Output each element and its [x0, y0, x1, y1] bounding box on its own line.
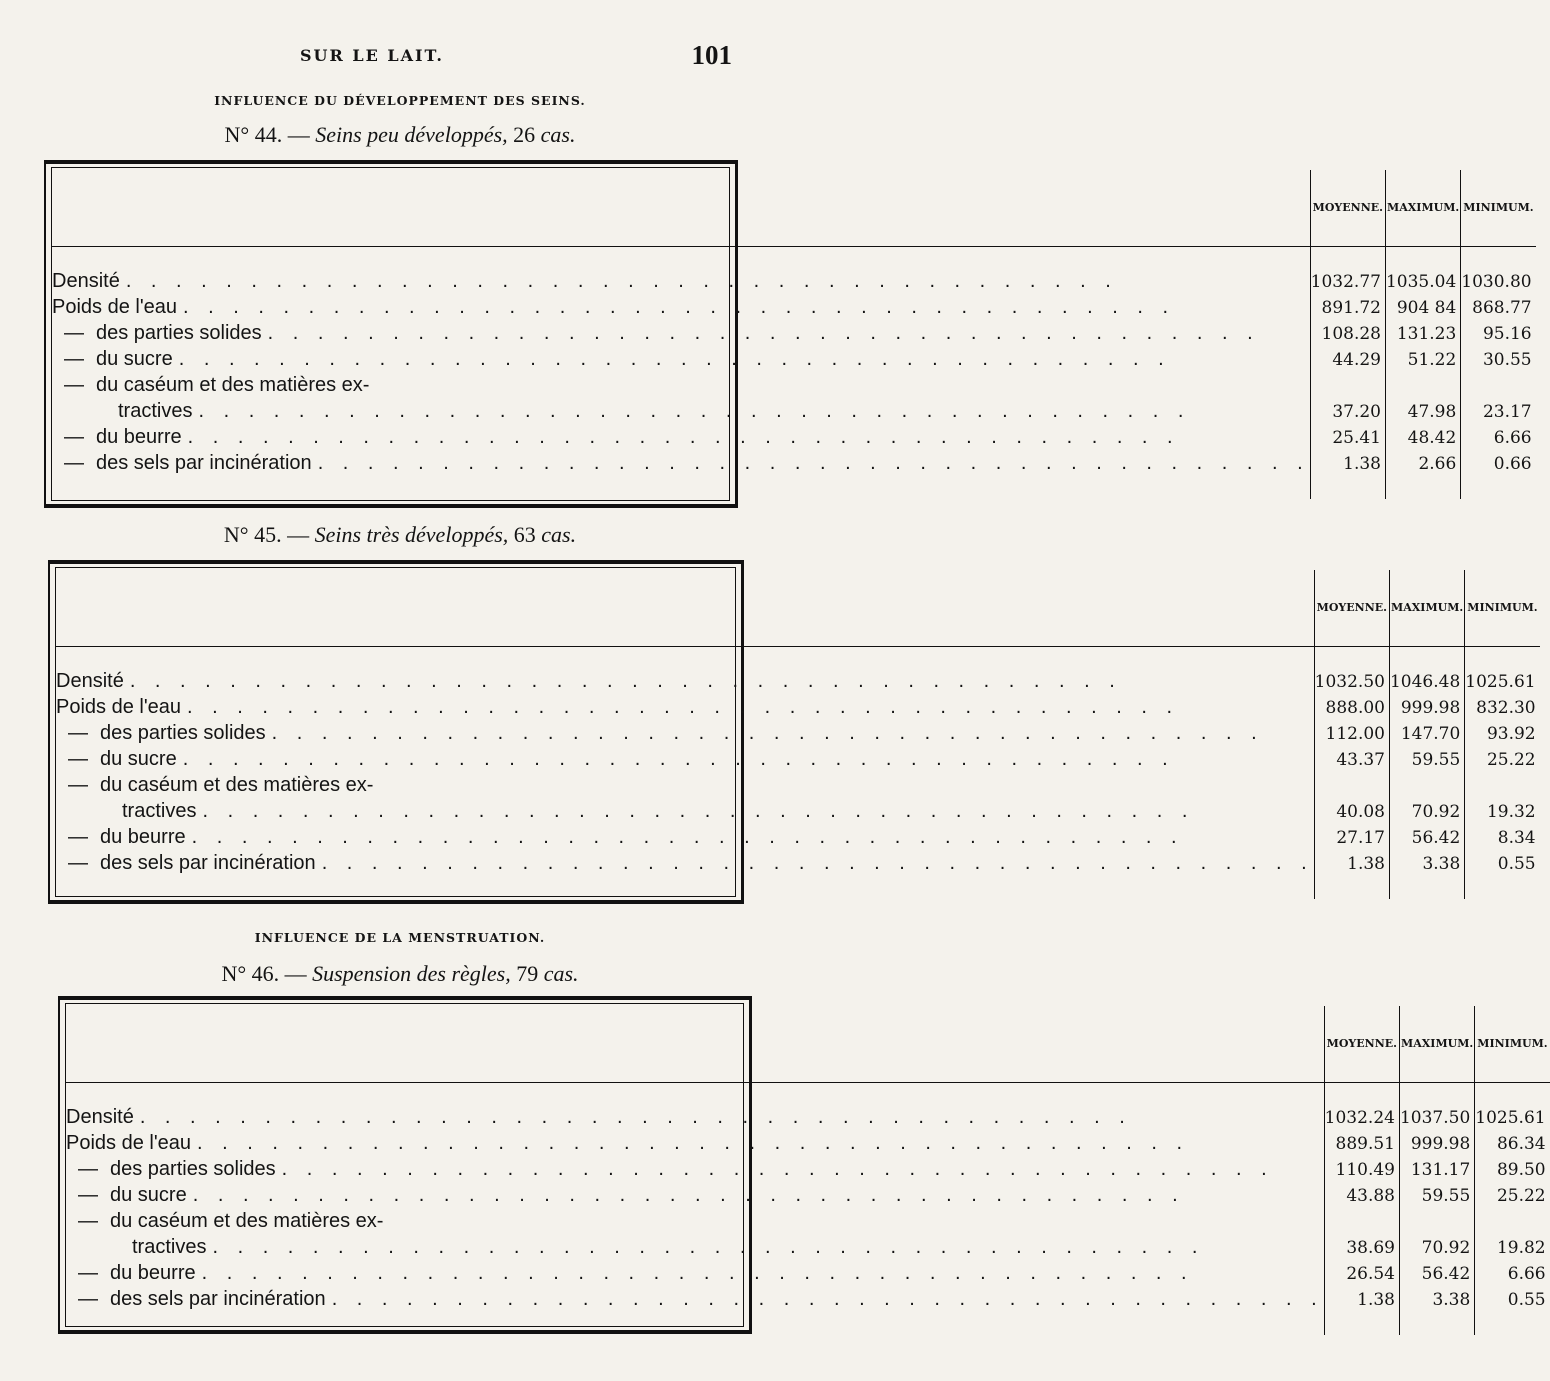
ditto-dash: —: [68, 748, 88, 770]
row-label: [56, 774, 1314, 797]
value-cell: 27.17: [1314, 825, 1389, 851]
dot-leader: [120, 270, 1310, 293]
dot-leader: [276, 1158, 1324, 1181]
column-header: MAXIMUM.: [1385, 170, 1460, 246]
dot-leader: [134, 1106, 1324, 1129]
row-label-text: Densité: [66, 1106, 134, 1128]
dot-leader: [266, 722, 1314, 745]
ditto-dash: —: [78, 1262, 98, 1284]
row-label: [66, 1210, 1324, 1233]
row-label: [56, 852, 1314, 875]
value-cell: 999.98: [1389, 695, 1464, 721]
table-row: [52, 425, 1536, 451]
value-cell: 1.38: [1314, 851, 1389, 877]
caption-unit: cas.: [540, 122, 576, 147]
row-label: [52, 322, 1310, 345]
dot-leader: [186, 826, 1314, 849]
row-label: [66, 1158, 1324, 1181]
value-cell: 112.00: [1314, 721, 1389, 747]
value-cell: [1461, 373, 1536, 399]
row-label: [52, 270, 1310, 293]
value-cell: 25.41: [1310, 425, 1385, 451]
table-row: [66, 1209, 1550, 1235]
dot-leader: [191, 1132, 1324, 1155]
data-table-frame: [44, 160, 1534, 508]
value-cell: 56.42: [1399, 1261, 1474, 1287]
ditto-dash: —: [78, 1288, 98, 1310]
value-cell: 0.66: [1461, 451, 1536, 477]
value-cell: 30.55: [1461, 347, 1536, 373]
row-label-text: des parties solides: [110, 1158, 276, 1180]
ditto-dash: —: [64, 426, 84, 448]
value-cell: [1389, 773, 1464, 799]
value-cell: 1.38: [1310, 451, 1385, 477]
table-row: [66, 1105, 1550, 1131]
value-cell: 1046.48: [1389, 669, 1464, 695]
table-row: [52, 321, 1536, 347]
caption-count: 63: [513, 522, 536, 547]
ditto-dash: —: [68, 722, 88, 744]
data-table: [52, 170, 1536, 499]
dot-leader: [124, 670, 1314, 693]
row-label: [66, 1132, 1324, 1155]
row-label-text: du beurre: [96, 426, 182, 448]
ditto-dash: —: [78, 1158, 98, 1180]
value-cell: 999.98: [1399, 1131, 1474, 1157]
dot-leader: [173, 348, 1310, 371]
value-cell: 2.66: [1385, 451, 1460, 477]
running-head: [0, 40, 800, 70]
row-label: [52, 426, 1310, 449]
column-header: MAXIMUM.: [1399, 1006, 1474, 1082]
row-label-text: tractives: [118, 400, 193, 422]
section-heading-developpement: INFLUENCE DU DÉVELOPPEMENT DES SEINS.: [214, 93, 586, 108]
page-number: 101: [691, 40, 732, 70]
table-caption: [0, 522, 800, 548]
ditto-dash: —: [64, 322, 84, 344]
row-label-text: Poids de l'eau: [66, 1132, 192, 1154]
row-label-text: du caséum et des matières ex-: [100, 774, 374, 796]
row-label-text: des sels par incinération: [96, 452, 312, 474]
ditto-dash: —: [64, 374, 84, 396]
row-label: [56, 800, 1314, 823]
value-cell: 59.55: [1389, 747, 1464, 773]
value-cell: 108.28: [1310, 321, 1385, 347]
caption-text: Seins très développés,: [314, 522, 509, 547]
value-cell: 59.55: [1399, 1183, 1474, 1209]
table-caption: [0, 961, 800, 987]
row-label-text: tractives: [132, 1236, 207, 1258]
dot-leader: [206, 1236, 1323, 1259]
ditto-dash: —: [68, 852, 88, 874]
dot-leader: [326, 1288, 1324, 1311]
row-label: [56, 670, 1314, 693]
row-label-text: tractives: [122, 800, 197, 822]
caption-text: Suspension des règles,: [312, 961, 511, 986]
value-cell: 1032.77: [1310, 269, 1385, 295]
row-label-text: des parties solides: [100, 722, 266, 744]
value-cell: 3.38: [1399, 1287, 1474, 1313]
row-label: [66, 1184, 1324, 1207]
row-label-text: Poids de l'eau: [52, 296, 178, 318]
value-cell: 6.66: [1461, 425, 1536, 451]
value-cell: 1035.04: [1385, 269, 1460, 295]
row-label: [66, 1262, 1324, 1285]
dot-leader: [177, 748, 1314, 771]
value-cell: 131.17: [1399, 1157, 1474, 1183]
row-label: [52, 296, 1310, 319]
table-row: [56, 851, 1540, 877]
row-label: [52, 452, 1310, 475]
row-label-text: des parties solides: [96, 322, 262, 344]
value-cell: [1324, 1209, 1399, 1235]
header-cell-label: [66, 1006, 1324, 1082]
value-cell: 23.17: [1461, 399, 1536, 425]
table-row: [66, 1287, 1550, 1313]
dot-leader: [262, 322, 1310, 345]
value-cell: 1037.50: [1399, 1105, 1474, 1131]
table-row: [52, 373, 1536, 399]
value-cell: 1025.61: [1465, 669, 1540, 695]
table-row: [52, 269, 1536, 295]
running-head-title: SUR LE LAIT.: [300, 46, 444, 65]
dot-leader: [187, 1184, 1324, 1207]
value-cell: 110.49: [1324, 1157, 1399, 1183]
value-cell: 25.22: [1475, 1183, 1550, 1209]
value-cell: 1025.61: [1475, 1105, 1550, 1131]
table-row: [52, 347, 1536, 373]
table-row: [52, 451, 1536, 477]
value-cell: 6.66: [1475, 1261, 1550, 1287]
value-cell: 43.37: [1314, 747, 1389, 773]
value-cell: 86.34: [1475, 1131, 1550, 1157]
row-label-text: du sucre: [96, 348, 173, 370]
row-label-text: du sucre: [100, 748, 177, 770]
value-cell: 3.38: [1389, 851, 1464, 877]
value-cell: 44.29: [1310, 347, 1385, 373]
row-label: [56, 696, 1314, 719]
value-cell: 70.92: [1389, 799, 1464, 825]
ditto-dash: —: [68, 826, 88, 848]
caption-unit: cas.: [543, 961, 579, 986]
value-cell: 38.69: [1324, 1235, 1399, 1261]
value-cell: 888.00: [1314, 695, 1389, 721]
row-label: [52, 374, 1310, 397]
value-cell: 26.54: [1324, 1261, 1399, 1287]
table-row: [52, 295, 1536, 321]
table-header-row: [52, 170, 1536, 246]
value-cell: 1030.80: [1461, 269, 1536, 295]
value-cell: 0.55: [1465, 851, 1540, 877]
value-cell: 93.92: [1465, 721, 1540, 747]
value-cell: 832.30: [1465, 695, 1540, 721]
table-row: [66, 1157, 1550, 1183]
header-cell-label: [52, 170, 1310, 246]
table-row: [52, 399, 1536, 425]
data-table: [56, 570, 1540, 899]
column-header: MINIMUM.: [1461, 170, 1536, 246]
header-cell-label: [56, 570, 1314, 646]
ditto-dash: —: [68, 774, 88, 796]
table-row: [66, 1131, 1550, 1157]
value-cell: 51.22: [1385, 347, 1460, 373]
table-row: [56, 825, 1540, 851]
value-cell: 47.98: [1385, 399, 1460, 425]
caption-number: N° 46. —: [221, 961, 307, 986]
dot-leader: [181, 696, 1314, 719]
row-label: [66, 1236, 1324, 1259]
dot-leader: [196, 800, 1313, 823]
value-cell: 48.42: [1385, 425, 1460, 451]
dot-leader: [196, 1262, 1324, 1285]
column-header: MINIMUM.: [1465, 570, 1540, 646]
dot-leader: [192, 400, 1309, 423]
row-label-text: du caséum et des matières ex-: [110, 1210, 384, 1232]
row-label-text: Poids de l'eau: [56, 696, 182, 718]
value-cell: 904 84: [1385, 295, 1460, 321]
row-label-text: des sels par incinération: [110, 1288, 326, 1310]
ditto-dash: —: [78, 1184, 98, 1206]
dot-leader: [316, 852, 1314, 875]
value-cell: 19.32: [1465, 799, 1540, 825]
value-cell: 1032.50: [1314, 669, 1389, 695]
table-row: [56, 721, 1540, 747]
value-cell: [1465, 773, 1540, 799]
column-header: MOYENNE.: [1310, 170, 1385, 246]
section-heading-menstruation: INFLUENCE DE LA MENSTRUATION.: [254, 930, 546, 945]
table-row: [56, 799, 1540, 825]
value-cell: 868.77: [1461, 295, 1536, 321]
value-cell: [1385, 373, 1460, 399]
value-cell: 1.38: [1324, 1287, 1399, 1313]
column-header: MOYENNE.: [1314, 570, 1389, 646]
column-header: MAXIMUM.: [1389, 570, 1464, 646]
value-cell: [1314, 773, 1389, 799]
row-label-text: du caséum et des matières ex-: [96, 374, 370, 396]
value-cell: 43.88: [1324, 1183, 1399, 1209]
caption-number: N° 44. —: [224, 122, 310, 147]
data-table-frame: [58, 996, 1548, 1334]
value-cell: 889.51: [1324, 1131, 1399, 1157]
value-cell: [1310, 373, 1385, 399]
table-row: [66, 1235, 1550, 1261]
caption-count: 26: [513, 122, 536, 147]
table-row: [56, 747, 1540, 773]
table-row: [56, 669, 1540, 695]
value-cell: 8.34: [1465, 825, 1540, 851]
value-cell: 40.08: [1314, 799, 1389, 825]
row-label: [56, 748, 1314, 771]
row-label: [52, 348, 1310, 371]
row-label-text: du sucre: [110, 1184, 187, 1206]
table-row: [66, 1183, 1550, 1209]
value-cell: 37.20: [1310, 399, 1385, 425]
ditto-dash: —: [64, 348, 84, 370]
table-header-row: [56, 570, 1540, 646]
dot-leader: [177, 296, 1310, 319]
table-row: [66, 1261, 1550, 1287]
row-label: [52, 400, 1310, 423]
value-cell: 19.82: [1475, 1235, 1550, 1261]
value-cell: 89.50: [1475, 1157, 1550, 1183]
value-cell: 0.55: [1475, 1287, 1550, 1313]
caption-number: N° 45. —: [223, 522, 310, 547]
caption-count: 79: [516, 961, 539, 986]
row-label: [56, 722, 1314, 745]
value-cell: 70.92: [1399, 1235, 1474, 1261]
table-row: [56, 695, 1540, 721]
row-label-text: du beurre: [100, 826, 186, 848]
table-caption: [0, 122, 800, 148]
table-header-row: [66, 1006, 1550, 1082]
caption-text: Seins peu développés,: [315, 122, 508, 147]
row-label-text: du beurre: [110, 1262, 196, 1284]
data-table: [66, 1006, 1550, 1335]
row-label: [56, 826, 1314, 849]
value-cell: [1475, 1209, 1550, 1235]
value-cell: 891.72: [1310, 295, 1385, 321]
ditto-dash: —: [64, 452, 84, 474]
row-label-text: Densité: [52, 270, 120, 292]
column-header: MINIMUM.: [1475, 1006, 1550, 1082]
column-header: MOYENNE.: [1324, 1006, 1399, 1082]
row-label: [66, 1288, 1324, 1311]
row-label-text: Densité: [56, 670, 124, 692]
value-cell: [1399, 1209, 1474, 1235]
row-label: [66, 1106, 1324, 1129]
value-cell: 25.22: [1465, 747, 1540, 773]
value-cell: 1032.24: [1324, 1105, 1399, 1131]
value-cell: 131.23: [1385, 321, 1460, 347]
row-label-text: des sels par incinération: [100, 852, 316, 874]
dot-leader: [182, 426, 1310, 449]
data-table-frame: [48, 560, 1538, 904]
dot-leader: [312, 452, 1310, 475]
table-row: [56, 773, 1540, 799]
caption-unit: cas.: [541, 522, 577, 547]
ditto-dash: —: [78, 1210, 98, 1232]
value-cell: 147.70: [1389, 721, 1464, 747]
value-cell: 95.16: [1461, 321, 1536, 347]
value-cell: 56.42: [1389, 825, 1464, 851]
